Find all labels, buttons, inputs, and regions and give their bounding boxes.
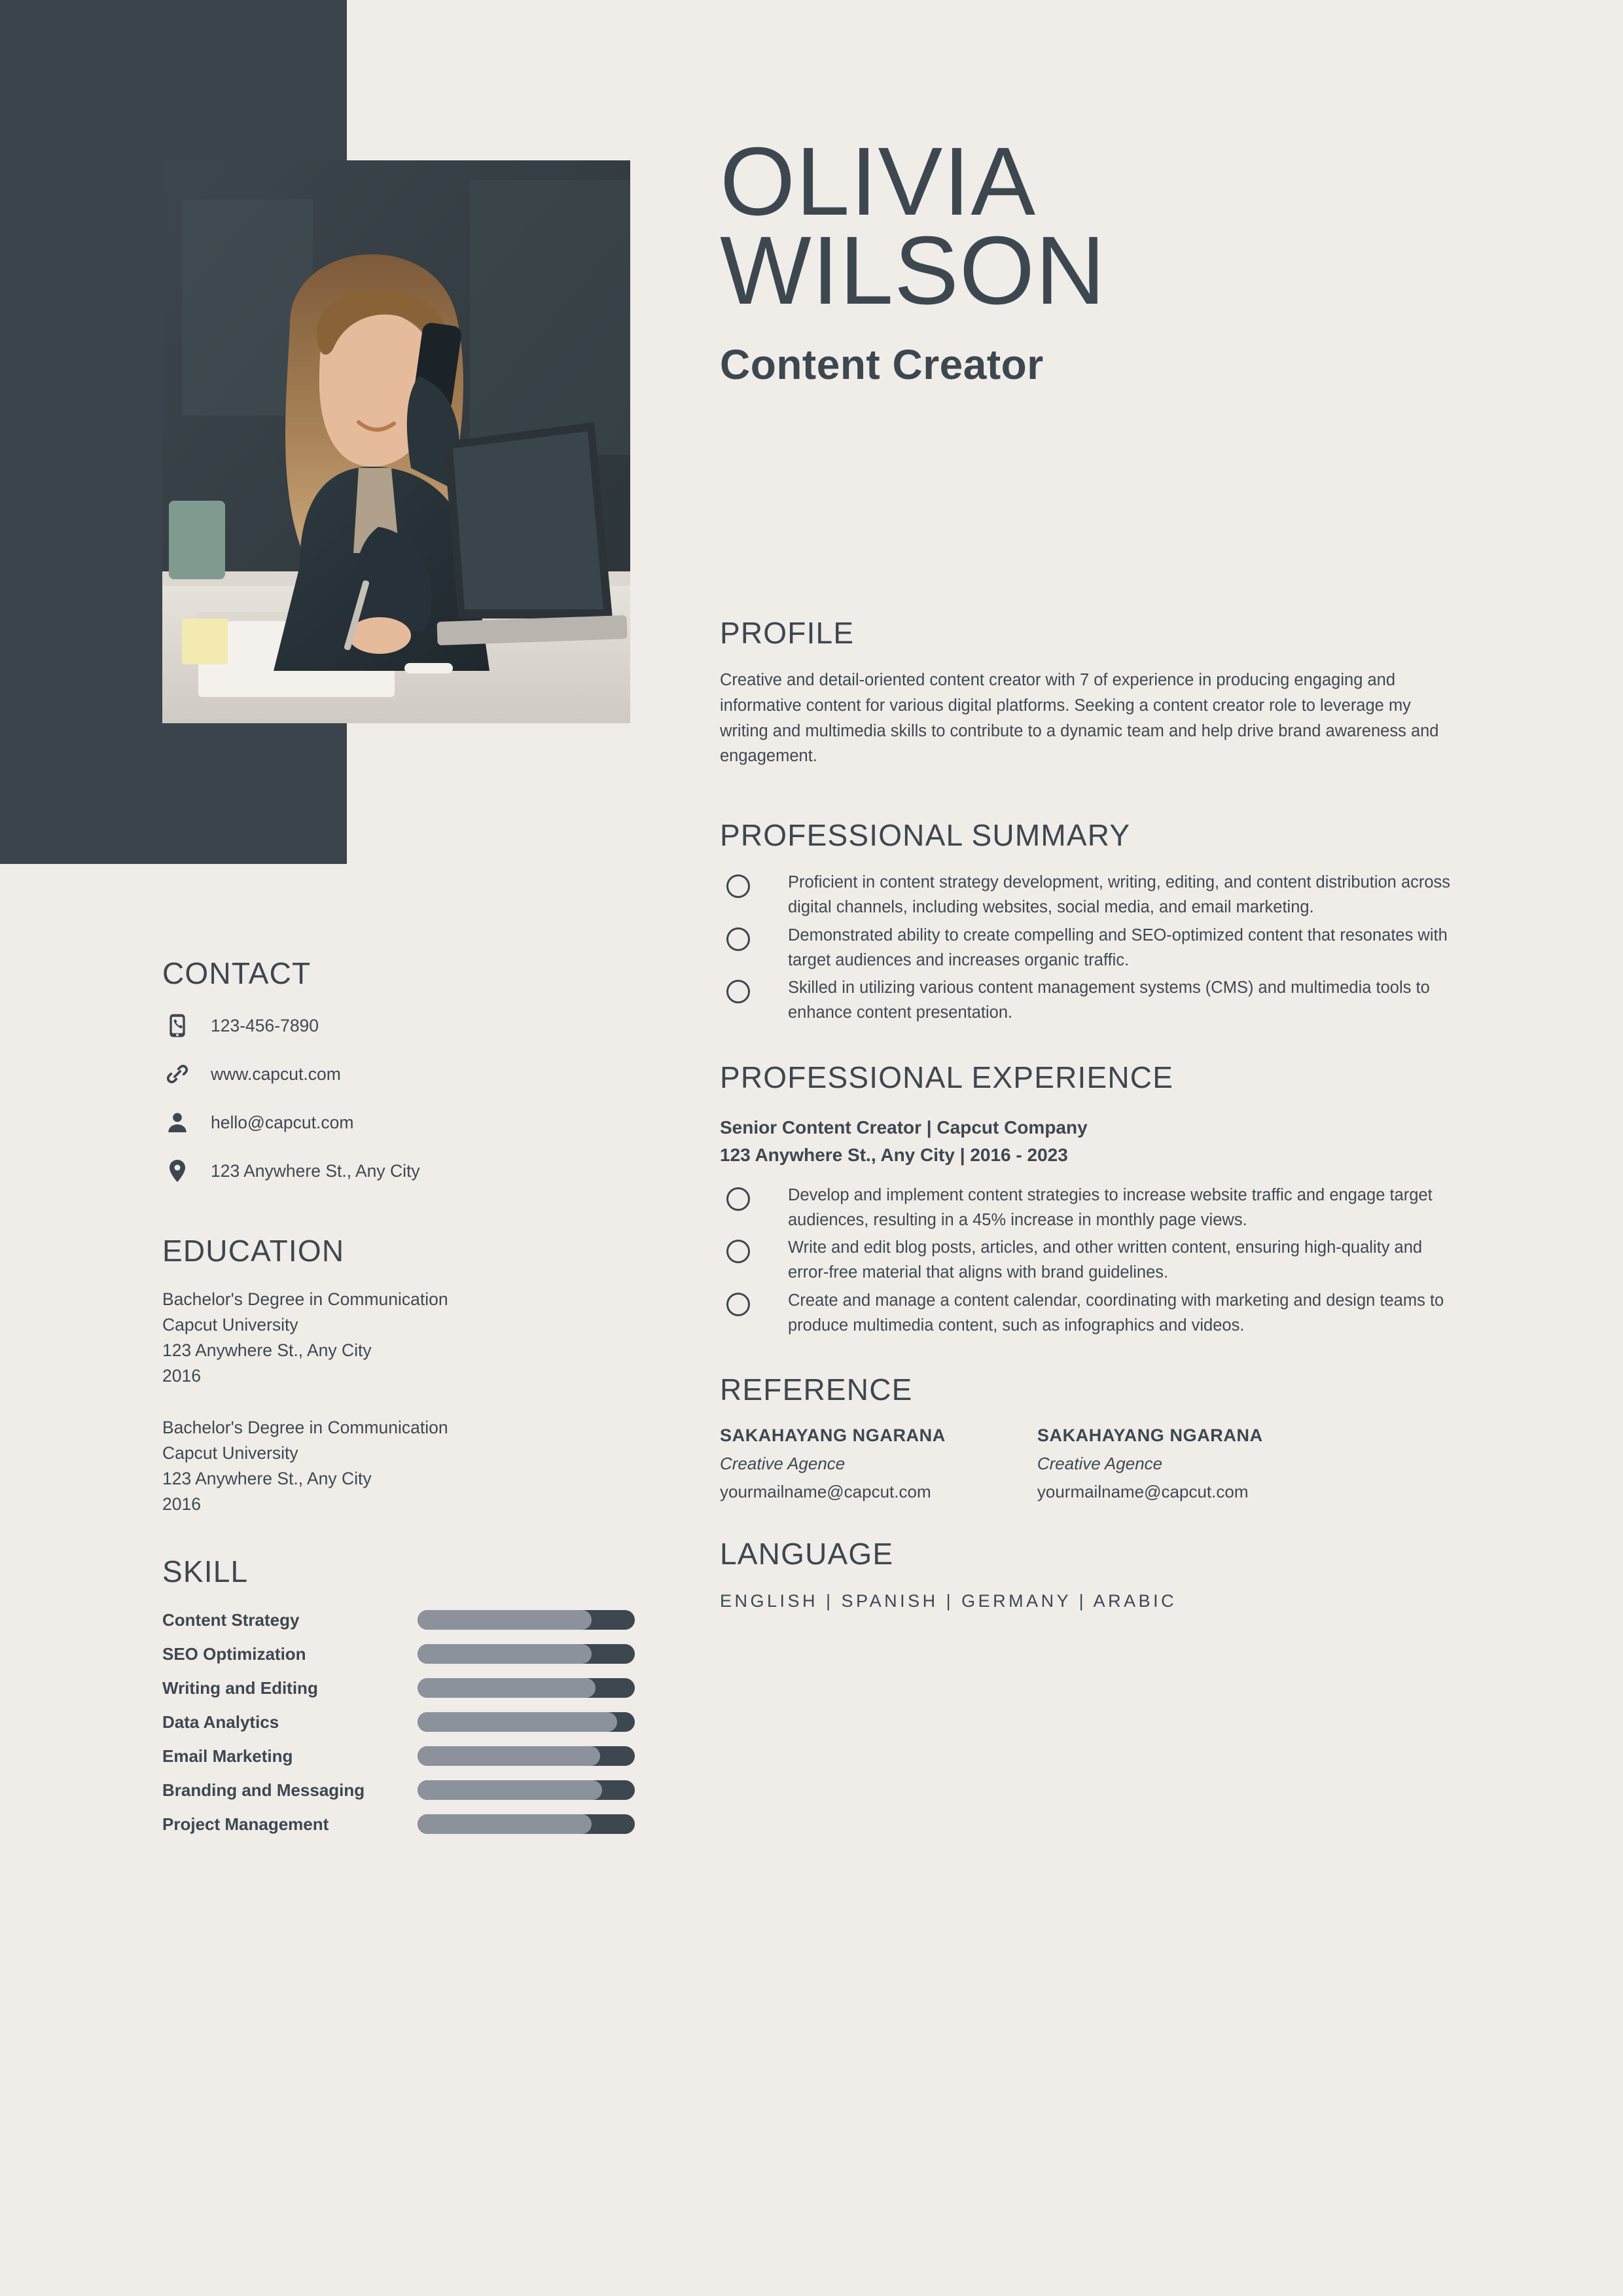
- education-entry: [162, 1415, 647, 1517]
- portrait-photo: [162, 160, 630, 723]
- contact-phone-value: 123-456-7890: [211, 1015, 319, 1035]
- experience-meta: 123 Anywhere St., Any City | 2016 - 2023: [720, 1144, 1068, 1165]
- skill-row: [162, 1678, 647, 1698]
- reference-entry: [720, 1426, 946, 1502]
- education-entry: [162, 1287, 647, 1389]
- contact-phone-row: [162, 1011, 647, 1041]
- skill-row: [162, 1712, 647, 1732]
- list-item-text: Create and manage a content calendar, coordinating with marketing and design teams to produce multimedia content, such as infographics and videos.: [788, 1291, 1444, 1335]
- person-icon: [162, 1107, 192, 1138]
- experience-list: [720, 1183, 1459, 1338]
- reference-entry: [1037, 1426, 1263, 1502]
- reference-name: SAKAHAYANG NGARANA: [1037, 1426, 1263, 1445]
- skill-progress-fill: [418, 1712, 617, 1732]
- circle-bullet-icon: [726, 1187, 750, 1211]
- skill-progress-bar: [418, 1644, 635, 1664]
- education-degree: Bachelor's Degree in Communication: [162, 1417, 448, 1437]
- skill-list: [162, 1610, 647, 1835]
- skill-label: Project Management: [162, 1814, 329, 1834]
- language-section: [720, 1536, 1459, 1611]
- skill-label: Writing and Editing: [162, 1677, 318, 1698]
- reference-grid: [720, 1426, 1459, 1502]
- skill-label: Email Marketing: [162, 1746, 293, 1766]
- reference-role: Creative Agence: [1037, 1454, 1163, 1473]
- link-icon: [162, 1059, 192, 1089]
- avatar: [162, 160, 630, 723]
- reference-heading: REFERENCE: [720, 1372, 913, 1407]
- skill-progress-fill: [418, 1780, 602, 1800]
- skill-label: Content Strategy: [162, 1609, 300, 1630]
- page-title: [720, 128, 1544, 389]
- education-school: Capcut University: [162, 1314, 298, 1335]
- education-year: 2016: [162, 1365, 201, 1386]
- list-item-text: Write and edit blog posts, articles, and other written content, ensuring high-quality and error-free material that aligns with brand guidelines.: [788, 1238, 1423, 1282]
- contact-section: [162, 956, 647, 1186]
- last-name: WILSON: [720, 217, 1106, 325]
- skill-progress-bar: [418, 1814, 635, 1834]
- skill-section: [162, 1554, 647, 1835]
- skill-progress-fill: [418, 1610, 592, 1630]
- right-column: [720, 615, 1459, 1611]
- phone-icon: [162, 1011, 192, 1041]
- education-school: Capcut University: [162, 1443, 298, 1463]
- skill-progress-bar: [418, 1746, 635, 1766]
- reference-email: yourmailname@capcut.com: [1037, 1482, 1249, 1501]
- skill-progress-bar: [418, 1678, 635, 1698]
- reference-email: yourmailname@capcut.com: [720, 1482, 931, 1501]
- contact-email-row: [162, 1107, 647, 1138]
- contact-heading: CONTACT: [162, 956, 312, 990]
- skill-progress-bar: [418, 1780, 635, 1800]
- skill-progress-fill: [418, 1814, 592, 1834]
- circle-bullet-icon: [726, 980, 750, 1003]
- location-pin-icon: [162, 1156, 192, 1186]
- professional-experience-heading: PROFESSIONAL EXPERIENCE: [720, 1060, 1174, 1094]
- circle-bullet-icon: [726, 927, 750, 951]
- skill-heading: SKILL: [162, 1554, 249, 1588]
- contact-address-row: [162, 1156, 647, 1186]
- job-title: Content Creator: [720, 341, 1044, 389]
- circle-bullet-icon: [726, 874, 750, 898]
- education-list: [162, 1287, 647, 1517]
- professional-summary-list: [720, 870, 1459, 1026]
- education-address: 123 Anywhere St., Any City: [162, 1340, 372, 1360]
- list-item-text: Develop and implement content strategies to increase website traffic and engage target audiences, resulting in a 45% increase in monthly page views.: [788, 1185, 1433, 1229]
- contact-list: [162, 1011, 647, 1186]
- professional-summary-heading: PROFESSIONAL SUMMARY: [720, 818, 1131, 852]
- skill-progress-bar: [418, 1712, 635, 1732]
- skill-row: [162, 1610, 647, 1630]
- left-column: [162, 956, 647, 1848]
- skill-label: SEO Optimization: [162, 1643, 306, 1664]
- skill-row: [162, 1644, 647, 1664]
- skill-progress-fill: [418, 1644, 592, 1664]
- education-address: 123 Anywhere St., Any City: [162, 1468, 372, 1488]
- list-item-text: Skilled in utilizing various content management systems (CMS) and multimedia tools to enhance content presentation.: [788, 978, 1430, 1022]
- first-name: OLIVIA: [720, 128, 1037, 236]
- language-list: ENGLISH | SPANISH | GERMANY | ARABIC: [720, 1591, 1177, 1611]
- skill-progress-fill: [418, 1746, 600, 1766]
- skill-label: Branding and Messaging: [162, 1780, 365, 1800]
- reference-role: Creative Agence: [720, 1454, 846, 1473]
- experience-role: Senior Content Creator | Capcut Company: [720, 1117, 1088, 1138]
- circle-bullet-icon: [726, 1293, 750, 1316]
- education-year: 2016: [162, 1494, 201, 1514]
- reference-name: SAKAHAYANG NGARANA: [720, 1426, 946, 1445]
- skill-progress-fill: [418, 1678, 596, 1698]
- list-item-text: Proficient in content strategy development, writing, editing, and content distribution across digital channels, including websites, social media, and email marketing.: [788, 873, 1451, 917]
- list-item: [720, 975, 1459, 1026]
- professional-summary-section: [720, 817, 1459, 1026]
- education-degree: Bachelor's Degree in Communication: [162, 1289, 448, 1309]
- list-item-text: Demonstrated ability to create compelling and SEO-optimized content that resonates with target audiences and increases organic traffic.: [788, 925, 1448, 969]
- skill-row: [162, 1746, 647, 1767]
- education-heading: EDUCATION: [162, 1234, 345, 1268]
- skill-row: [162, 1780, 647, 1801]
- list-item: [720, 1288, 1459, 1338]
- contact-email-value: hello@capcut.com: [211, 1112, 354, 1132]
- reference-section: [720, 1372, 1459, 1502]
- professional-experience-section: [720, 1060, 1459, 1338]
- list-item: [720, 923, 1459, 973]
- contact-address-value: 123 Anywhere St., Any City: [211, 1160, 420, 1181]
- list-item: [720, 1235, 1459, 1285]
- skill-progress-bar: [418, 1610, 635, 1630]
- profile-text: Creative and detail-oriented content creator with 7 of experience in producing engaging and informative content for various digital platforms. Seeking a content creator role to leverage my writing and multimedia skills to contribute to a dynamic team and help drive brand awareness and engagement.: [720, 671, 1439, 766]
- circle-bullet-icon: [726, 1240, 750, 1263]
- skill-row: [162, 1814, 647, 1835]
- profile-heading: PROFILE: [720, 616, 855, 650]
- contact-website-row: [162, 1059, 647, 1089]
- contact-website-value: www.capcut.com: [211, 1064, 341, 1084]
- list-item: [720, 1183, 1459, 1233]
- language-heading: LANGUAGE: [720, 1537, 894, 1571]
- list-item: [720, 870, 1459, 920]
- skill-label: Data Analytics: [162, 1712, 279, 1732]
- profile-section: [720, 615, 1459, 769]
- education-section: [162, 1233, 647, 1517]
